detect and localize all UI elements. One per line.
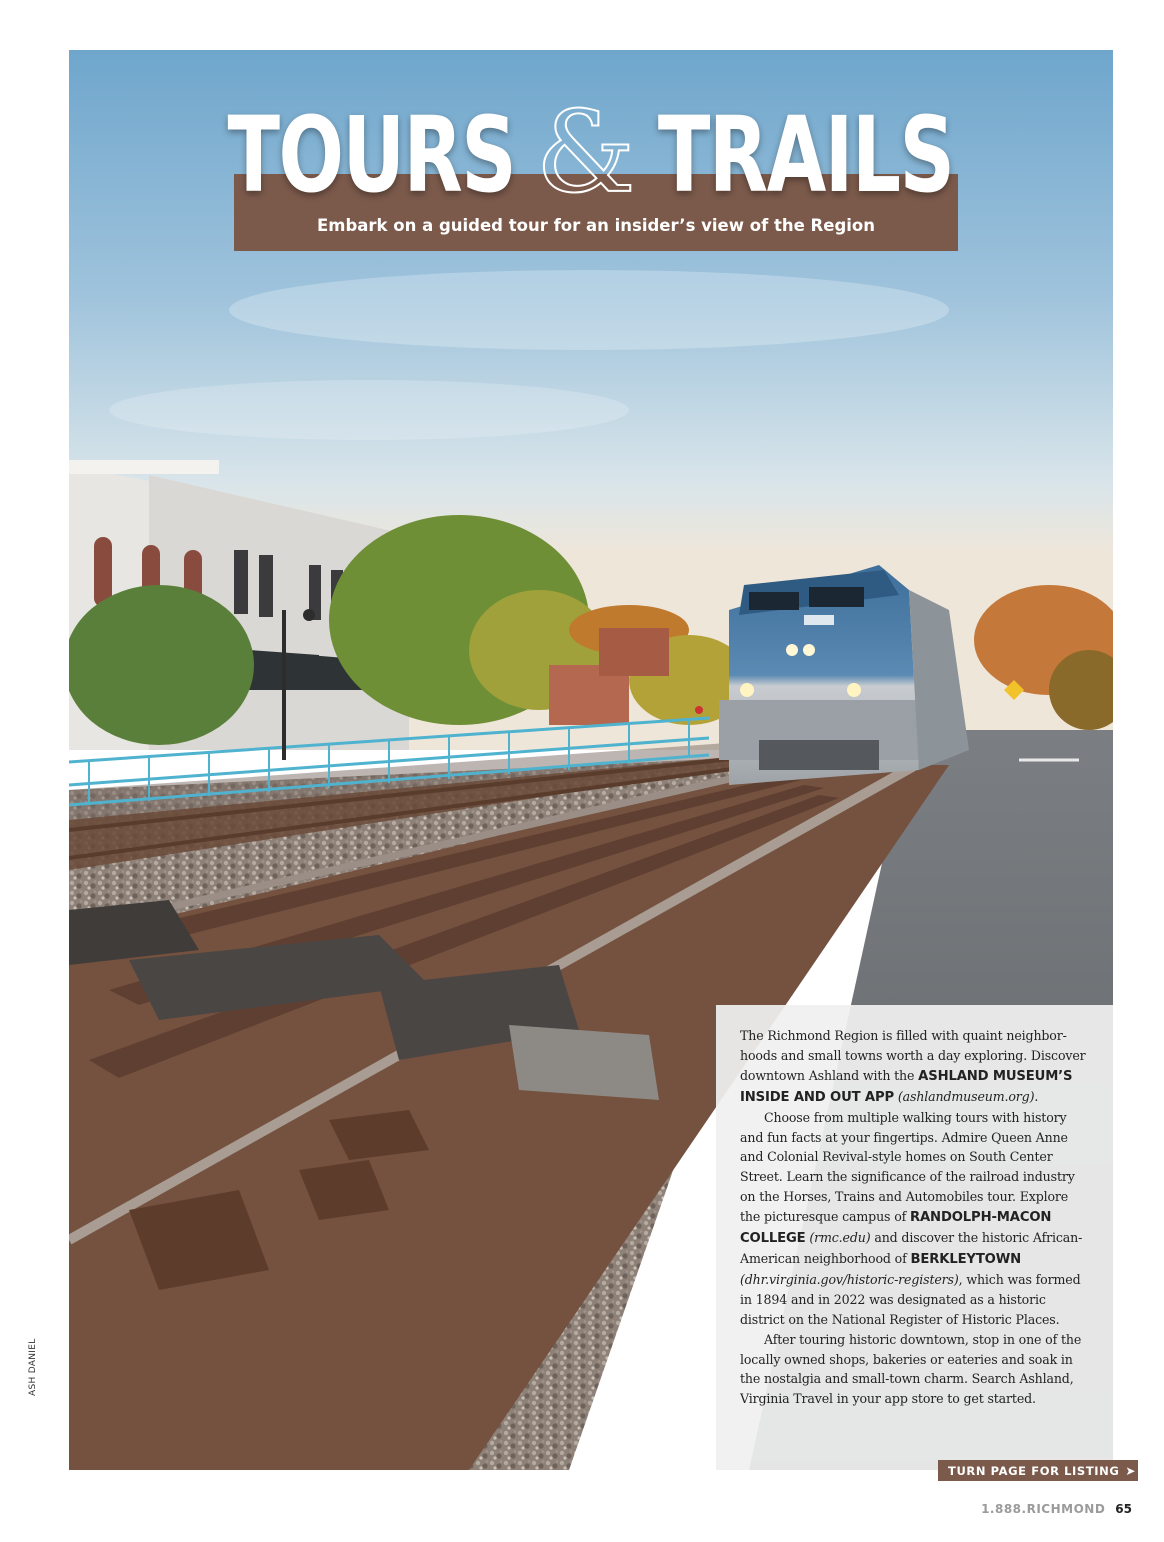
highlight-randolph-macon: RANDOLPH-MACON COLLEGE	[740, 1210, 1052, 1247]
text-run: .	[1034, 1088, 1039, 1104]
link-dhr-virginia[interactable]: (dhr.virginia.gov/historic-registers)	[740, 1271, 959, 1287]
article-body	[740, 1026, 1092, 1409]
text-run: Choose from multiple walking tours with history and fun facts at your fingertips. Admire Queen Anne and Colonial Revival-style homes on South Center Street. Learn the significance of the railroad industry on the Horses, Trains and Automobiles tour. Explore the picturesque campus of	[740, 1109, 1075, 1225]
link-rmc[interactable]: (rmc.edu)	[805, 1230, 871, 1246]
article-paragraph-2	[740, 1108, 1092, 1330]
text-run: and discover the historic African-American neighborhood of	[740, 1230, 1083, 1266]
text-run: The Richmond Region is filled with quaint neighbor-hoods and small towns worth a day exploring. Discover downtown Ashland with the	[740, 1028, 1086, 1083]
chevron-right-icon: ➤	[1125, 1463, 1137, 1478]
page-title	[69, 88, 1113, 218]
turn-page-label: TURN PAGE FOR LISTING	[948, 1463, 1120, 1478]
article-paragraph-1	[740, 1026, 1092, 1108]
highlight-ashland-museum-app: ASHLAND MUSEUM’S INSIDE AND OUT APP	[740, 1068, 1073, 1105]
footer-phone: 1.888.RICHMOND	[981, 1502, 1106, 1516]
text-run: , which was formed in 1894 and in 2022 was designated as a historic district on the National Register of Historic Places.	[740, 1271, 1081, 1327]
turn-page-button[interactable]	[938, 1460, 1138, 1481]
article-paragraph-3	[740, 1330, 1092, 1410]
page-footer	[981, 1502, 1132, 1516]
text-run: After touring historic downtown, stop in one of the locally owned shops, bakeries or eateries and soak in the nostalgia and small-town charm. Search Ashland, Virginia Travel in your app store to get started.	[740, 1331, 1082, 1407]
title-ampersand: &	[535, 88, 636, 218]
title-word-trails: TRAILS	[657, 94, 954, 216]
page-subtitle: Embark on a guided tour for an insider’s view of the Region	[316, 216, 876, 235]
photo-credit: ASH DANIEL	[28, 1338, 38, 1396]
link-ashlandmuseum[interactable]: (ashlandmuseum.org)	[894, 1088, 1035, 1104]
highlight-berkleytown: BERKLEYTOWN	[910, 1251, 1022, 1267]
title-word-tours: TOURS	[227, 94, 516, 216]
page-number: 65	[1115, 1502, 1132, 1516]
